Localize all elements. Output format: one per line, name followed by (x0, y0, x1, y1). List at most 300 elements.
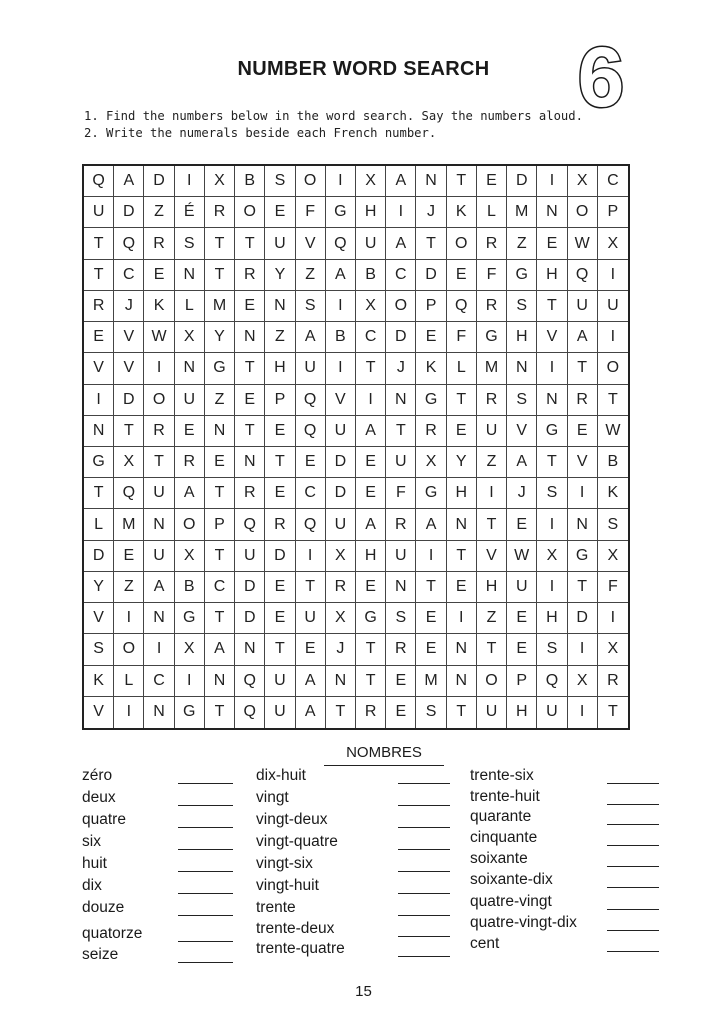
grid-cell[interactable]: S (386, 603, 416, 634)
grid-cell[interactable]: T (235, 353, 265, 384)
grid-cell[interactable]: E (537, 228, 567, 259)
grid-cell[interactable]: Z (265, 322, 295, 353)
grid-cell[interactable]: A (296, 666, 326, 697)
grid-cell[interactable]: O (477, 666, 507, 697)
answer-blank[interactable] (607, 930, 659, 931)
grid-cell[interactable]: I (416, 541, 446, 572)
answer-blank[interactable] (178, 783, 233, 784)
grid-cell[interactable]: I (568, 478, 598, 509)
grid-cell[interactable]: S (175, 228, 205, 259)
grid-cell[interactable]: E (447, 260, 477, 291)
grid-cell[interactable]: Y (447, 447, 477, 478)
grid-cell[interactable]: Q (568, 260, 598, 291)
grid-cell[interactable]: M (205, 291, 235, 322)
grid-cell[interactable]: Y (205, 322, 235, 353)
grid-cell[interactable]: X (568, 666, 598, 697)
grid-cell[interactable]: R (235, 260, 265, 291)
grid-cell[interactable]: U (507, 572, 537, 603)
grid-cell[interactable]: S (416, 697, 446, 728)
grid-cell[interactable]: J (386, 353, 416, 384)
grid-cell[interactable]: T (416, 572, 446, 603)
grid-cell[interactable]: R (205, 197, 235, 228)
grid-cell[interactable]: S (598, 509, 628, 540)
grid-cell[interactable]: H (537, 260, 567, 291)
grid-cell[interactable]: A (205, 634, 235, 665)
grid-cell[interactable]: I (568, 634, 598, 665)
grid-cell[interactable]: L (175, 291, 205, 322)
grid-cell[interactable]: S (296, 291, 326, 322)
grid-cell[interactable]: L (447, 353, 477, 384)
grid-cell[interactable]: J (326, 634, 356, 665)
grid-cell[interactable]: C (598, 166, 628, 197)
answer-blank[interactable] (178, 941, 233, 942)
grid-cell[interactable]: T (326, 697, 356, 728)
grid-cell[interactable]: N (386, 385, 416, 416)
grid-cell[interactable]: V (114, 353, 144, 384)
grid-cell[interactable]: N (537, 385, 567, 416)
grid-cell[interactable]: Q (296, 509, 326, 540)
grid-cell[interactable]: X (416, 447, 446, 478)
grid-cell[interactable]: E (265, 416, 295, 447)
grid-cell[interactable]: N (84, 416, 114, 447)
grid-cell[interactable]: I (84, 385, 114, 416)
grid-cell[interactable]: T (568, 353, 598, 384)
grid-cell[interactable]: A (416, 509, 446, 540)
grid-cell[interactable]: E (296, 447, 326, 478)
grid-cell[interactable]: Q (84, 166, 114, 197)
grid-cell[interactable]: P (205, 509, 235, 540)
grid-cell[interactable]: R (326, 572, 356, 603)
grid-cell[interactable]: Q (235, 697, 265, 728)
grid-cell[interactable]: D (507, 166, 537, 197)
grid-cell[interactable]: É (175, 197, 205, 228)
grid-cell[interactable]: T (205, 478, 235, 509)
grid-cell[interactable]: D (114, 385, 144, 416)
grid-cell[interactable]: E (568, 416, 598, 447)
grid-cell[interactable]: F (386, 478, 416, 509)
grid-cell[interactable]: Q (235, 666, 265, 697)
grid-cell[interactable]: A (175, 478, 205, 509)
answer-blank[interactable] (178, 893, 233, 894)
grid-cell[interactable]: X (175, 634, 205, 665)
grid-cell[interactable]: H (447, 478, 477, 509)
grid-cell[interactable]: H (477, 572, 507, 603)
grid-cell[interactable]: D (326, 447, 356, 478)
grid-cell[interactable]: K (447, 197, 477, 228)
grid-cell[interactable]: D (416, 260, 446, 291)
grid-cell[interactable]: L (477, 197, 507, 228)
grid-cell[interactable]: N (205, 416, 235, 447)
grid-cell[interactable]: V (477, 541, 507, 572)
grid-cell[interactable]: B (598, 447, 628, 478)
grid-cell[interactable]: I (326, 353, 356, 384)
grid-cell[interactable]: F (477, 260, 507, 291)
grid-cell[interactable]: Z (507, 228, 537, 259)
grid-cell[interactable]: X (598, 541, 628, 572)
grid-cell[interactable]: N (175, 353, 205, 384)
grid-cell[interactable]: K (84, 666, 114, 697)
grid-cell[interactable]: R (477, 228, 507, 259)
grid-cell[interactable]: D (265, 541, 295, 572)
grid-cell[interactable]: U (265, 228, 295, 259)
grid-cell[interactable]: N (205, 666, 235, 697)
grid-cell[interactable]: I (386, 197, 416, 228)
grid-cell[interactable]: P (598, 197, 628, 228)
grid-cell[interactable]: U (84, 197, 114, 228)
grid-cell[interactable]: O (114, 634, 144, 665)
grid-cell[interactable]: I (598, 260, 628, 291)
grid-cell[interactable]: R (84, 291, 114, 322)
answer-blank[interactable] (398, 915, 450, 916)
grid-cell[interactable]: X (175, 541, 205, 572)
grid-cell[interactable]: F (447, 322, 477, 353)
grid-cell[interactable]: R (144, 416, 174, 447)
grid-cell[interactable]: F (296, 197, 326, 228)
grid-cell[interactable]: U (235, 541, 265, 572)
grid-cell[interactable]: T (447, 385, 477, 416)
answer-blank[interactable] (398, 871, 450, 872)
grid-cell[interactable]: U (537, 697, 567, 728)
grid-cell[interactable]: R (416, 416, 446, 447)
grid-cell[interactable]: B (175, 572, 205, 603)
grid-cell[interactable]: Q (537, 666, 567, 697)
grid-cell[interactable]: U (265, 697, 295, 728)
grid-cell[interactable]: X (568, 166, 598, 197)
grid-cell[interactable]: S (507, 291, 537, 322)
grid-cell[interactable]: I (326, 166, 356, 197)
grid-cell[interactable]: N (507, 353, 537, 384)
grid-cell[interactable]: E (507, 634, 537, 665)
grid-cell[interactable]: U (265, 666, 295, 697)
grid-cell[interactable]: N (144, 697, 174, 728)
grid-cell[interactable]: E (265, 197, 295, 228)
grid-cell[interactable]: N (447, 666, 477, 697)
grid-cell[interactable]: S (507, 385, 537, 416)
grid-cell[interactable]: R (598, 666, 628, 697)
grid-cell[interactable]: I (537, 572, 567, 603)
grid-cell[interactable]: T (144, 447, 174, 478)
grid-cell[interactable]: C (386, 260, 416, 291)
grid-cell[interactable]: O (568, 197, 598, 228)
grid-cell[interactable]: D (235, 603, 265, 634)
grid-cell[interactable]: O (447, 228, 477, 259)
grid-cell[interactable]: T (205, 541, 235, 572)
grid-cell[interactable]: A (326, 260, 356, 291)
grid-cell[interactable]: N (326, 666, 356, 697)
grid-cell[interactable]: U (296, 353, 326, 384)
grid-cell[interactable]: N (416, 166, 446, 197)
grid-cell[interactable]: E (235, 385, 265, 416)
grid-cell[interactable]: T (114, 416, 144, 447)
grid-cell[interactable]: O (144, 385, 174, 416)
grid-cell[interactable]: T (84, 260, 114, 291)
grid-cell[interactable]: Q (235, 509, 265, 540)
grid-cell[interactable]: Q (296, 416, 326, 447)
grid-cell[interactable]: H (265, 353, 295, 384)
grid-cell[interactable]: G (175, 697, 205, 728)
grid-cell[interactable]: M (416, 666, 446, 697)
grid-cell[interactable]: T (265, 447, 295, 478)
grid-cell[interactable]: T (205, 260, 235, 291)
answer-blank[interactable] (607, 824, 659, 825)
grid-cell[interactable]: I (114, 603, 144, 634)
grid-cell[interactable]: N (235, 447, 265, 478)
grid-cell[interactable]: Z (114, 572, 144, 603)
grid-cell[interactable]: E (386, 666, 416, 697)
grid-cell[interactable]: T (447, 697, 477, 728)
grid-cell[interactable]: I (537, 353, 567, 384)
grid-cell[interactable]: C (296, 478, 326, 509)
grid-cell[interactable]: H (507, 697, 537, 728)
grid-cell[interactable]: E (477, 166, 507, 197)
grid-cell[interactable]: O (235, 197, 265, 228)
grid-cell[interactable]: K (144, 291, 174, 322)
grid-cell[interactable]: T (296, 572, 326, 603)
grid-cell[interactable]: I (356, 385, 386, 416)
grid-cell[interactable]: V (296, 228, 326, 259)
grid-cell[interactable]: N (235, 322, 265, 353)
grid-cell[interactable]: D (144, 166, 174, 197)
grid-cell[interactable]: N (386, 572, 416, 603)
grid-cell[interactable]: A (356, 416, 386, 447)
grid-cell[interactable]: X (326, 603, 356, 634)
grid-cell[interactable]: C (356, 322, 386, 353)
grid-cell[interactable]: I (144, 634, 174, 665)
grid-cell[interactable]: I (537, 166, 567, 197)
grid-cell[interactable]: T (537, 291, 567, 322)
grid-cell[interactable]: H (356, 197, 386, 228)
answer-blank[interactable] (178, 849, 233, 850)
grid-cell[interactable]: G (477, 322, 507, 353)
grid-cell[interactable]: X (356, 291, 386, 322)
grid-cell[interactable]: K (598, 478, 628, 509)
grid-cell[interactable]: P (416, 291, 446, 322)
answer-blank[interactable] (607, 804, 659, 805)
answer-blank[interactable] (607, 887, 659, 888)
grid-cell[interactable]: V (84, 353, 114, 384)
grid-cell[interactable]: I (537, 509, 567, 540)
answer-blank[interactable] (178, 915, 233, 916)
grid-cell[interactable]: N (235, 634, 265, 665)
grid-cell[interactable]: J (416, 197, 446, 228)
grid-cell[interactable]: R (386, 634, 416, 665)
grid-cell[interactable]: J (507, 478, 537, 509)
grid-cell[interactable]: N (144, 509, 174, 540)
grid-cell[interactable]: M (114, 509, 144, 540)
grid-cell[interactable]: R (144, 228, 174, 259)
grid-cell[interactable]: E (416, 322, 446, 353)
grid-cell[interactable]: E (416, 634, 446, 665)
grid-cell[interactable]: U (326, 509, 356, 540)
grid-cell[interactable]: X (598, 634, 628, 665)
answer-blank[interactable] (607, 951, 659, 952)
grid-cell[interactable]: E (356, 478, 386, 509)
answer-blank[interactable] (178, 805, 233, 806)
grid-cell[interactable]: G (175, 603, 205, 634)
grid-cell[interactable]: V (326, 385, 356, 416)
grid-cell[interactable]: T (84, 478, 114, 509)
grid-cell[interactable]: H (356, 541, 386, 572)
grid-cell[interactable]: E (507, 603, 537, 634)
grid-cell[interactable]: R (568, 385, 598, 416)
answer-blank[interactable] (607, 866, 659, 867)
grid-cell[interactable]: D (386, 322, 416, 353)
answer-blank[interactable] (178, 962, 233, 963)
grid-cell[interactable]: V (537, 322, 567, 353)
grid-cell[interactable]: A (386, 166, 416, 197)
grid-cell[interactable]: T (356, 353, 386, 384)
grid-cell[interactable]: C (144, 666, 174, 697)
answer-blank[interactable] (398, 805, 450, 806)
answer-blank[interactable] (178, 827, 233, 828)
grid-cell[interactable]: L (84, 509, 114, 540)
grid-cell[interactable]: D (114, 197, 144, 228)
grid-cell[interactable]: R (386, 509, 416, 540)
grid-cell[interactable]: U (175, 385, 205, 416)
grid-cell[interactable]: T (265, 634, 295, 665)
grid-cell[interactable]: U (326, 416, 356, 447)
grid-cell[interactable]: E (356, 572, 386, 603)
grid-cell[interactable]: E (175, 416, 205, 447)
grid-cell[interactable]: G (537, 416, 567, 447)
grid-cell[interactable]: T (447, 166, 477, 197)
grid-cell[interactable]: O (386, 291, 416, 322)
grid-cell[interactable]: T (84, 228, 114, 259)
grid-cell[interactable]: V (114, 322, 144, 353)
grid-cell[interactable]: Y (84, 572, 114, 603)
grid-cell[interactable]: Q (326, 228, 356, 259)
grid-cell[interactable]: E (114, 541, 144, 572)
grid-cell[interactable]: V (568, 447, 598, 478)
grid-cell[interactable]: I (144, 353, 174, 384)
answer-blank[interactable] (398, 893, 450, 894)
grid-cell[interactable]: T (386, 416, 416, 447)
grid-cell[interactable]: U (477, 697, 507, 728)
grid-cell[interactable]: C (114, 260, 144, 291)
grid-cell[interactable]: I (477, 478, 507, 509)
grid-cell[interactable]: G (416, 478, 446, 509)
grid-cell[interactable]: Z (477, 603, 507, 634)
grid-cell[interactable]: A (114, 166, 144, 197)
grid-cell[interactable]: A (144, 572, 174, 603)
answer-blank[interactable] (607, 909, 659, 910)
grid-cell[interactable]: V (84, 603, 114, 634)
grid-cell[interactable]: N (265, 291, 295, 322)
grid-cell[interactable]: A (568, 322, 598, 353)
grid-cell[interactable]: X (114, 447, 144, 478)
grid-cell[interactable]: B (235, 166, 265, 197)
grid-cell[interactable]: X (598, 228, 628, 259)
grid-cell[interactable]: R (477, 385, 507, 416)
grid-cell[interactable]: Q (114, 478, 144, 509)
grid-cell[interactable]: L (114, 666, 144, 697)
grid-cell[interactable]: I (175, 666, 205, 697)
grid-cell[interactable]: G (568, 541, 598, 572)
grid-cell[interactable]: G (356, 603, 386, 634)
grid-cell[interactable]: E (144, 260, 174, 291)
grid-cell[interactable]: E (84, 322, 114, 353)
grid-cell[interactable]: X (175, 322, 205, 353)
grid-cell[interactable]: T (416, 228, 446, 259)
grid-cell[interactable]: A (386, 228, 416, 259)
grid-cell[interactable]: N (537, 197, 567, 228)
grid-cell[interactable]: I (296, 541, 326, 572)
grid-cell[interactable]: I (326, 291, 356, 322)
grid-cell[interactable]: A (296, 697, 326, 728)
grid-cell[interactable]: K (416, 353, 446, 384)
grid-cell[interactable]: T (235, 228, 265, 259)
grid-cell[interactable]: R (477, 291, 507, 322)
grid-cell[interactable]: E (235, 291, 265, 322)
grid-cell[interactable]: A (356, 509, 386, 540)
grid-cell[interactable]: E (416, 603, 446, 634)
answer-blank[interactable] (398, 849, 450, 850)
grid-cell[interactable]: U (296, 603, 326, 634)
grid-cell[interactable]: M (507, 197, 537, 228)
grid-cell[interactable]: G (416, 385, 446, 416)
grid-cell[interactable]: A (507, 447, 537, 478)
grid-cell[interactable]: C (205, 572, 235, 603)
grid-cell[interactable]: O (296, 166, 326, 197)
grid-cell[interactable]: E (296, 634, 326, 665)
grid-cell[interactable]: U (568, 291, 598, 322)
grid-cell[interactable]: I (598, 322, 628, 353)
grid-cell[interactable]: H (537, 603, 567, 634)
grid-cell[interactable]: T (205, 603, 235, 634)
grid-cell[interactable]: S (265, 166, 295, 197)
grid-cell[interactable]: E (265, 603, 295, 634)
grid-cell[interactable]: Z (477, 447, 507, 478)
grid-cell[interactable]: U (386, 447, 416, 478)
answer-blank[interactable] (398, 827, 450, 828)
grid-cell[interactable]: W (568, 228, 598, 259)
grid-cell[interactable]: B (326, 322, 356, 353)
grid-cell[interactable]: I (114, 697, 144, 728)
answer-blank[interactable] (398, 956, 450, 957)
grid-cell[interactable]: X (356, 166, 386, 197)
grid-cell[interactable]: U (477, 416, 507, 447)
grid-cell[interactable]: I (447, 603, 477, 634)
grid-cell[interactable]: E (447, 572, 477, 603)
grid-cell[interactable]: T (205, 228, 235, 259)
grid-cell[interactable]: T (205, 697, 235, 728)
grid-cell[interactable]: R (175, 447, 205, 478)
grid-cell[interactable]: G (205, 353, 235, 384)
grid-cell[interactable]: X (326, 541, 356, 572)
grid-cell[interactable]: S (537, 634, 567, 665)
answer-blank[interactable] (398, 936, 450, 937)
grid-cell[interactable]: A (296, 322, 326, 353)
grid-cell[interactable]: Q (114, 228, 144, 259)
grid-cell[interactable]: G (326, 197, 356, 228)
grid-cell[interactable]: T (447, 541, 477, 572)
grid-cell[interactable]: U (598, 291, 628, 322)
grid-cell[interactable]: W (507, 541, 537, 572)
grid-cell[interactable]: R (265, 509, 295, 540)
grid-cell[interactable]: U (144, 541, 174, 572)
grid-cell[interactable]: M (477, 353, 507, 384)
grid-cell[interactable]: P (265, 385, 295, 416)
grid-cell[interactable]: I (568, 697, 598, 728)
grid-cell[interactable]: E (265, 478, 295, 509)
grid-cell[interactable]: G (507, 260, 537, 291)
grid-cell[interactable]: Q (296, 385, 326, 416)
grid-cell[interactable]: X (205, 166, 235, 197)
grid-cell[interactable]: E (386, 697, 416, 728)
answer-blank[interactable] (607, 783, 659, 784)
grid-cell[interactable]: U (144, 478, 174, 509)
answer-blank[interactable] (178, 871, 233, 872)
